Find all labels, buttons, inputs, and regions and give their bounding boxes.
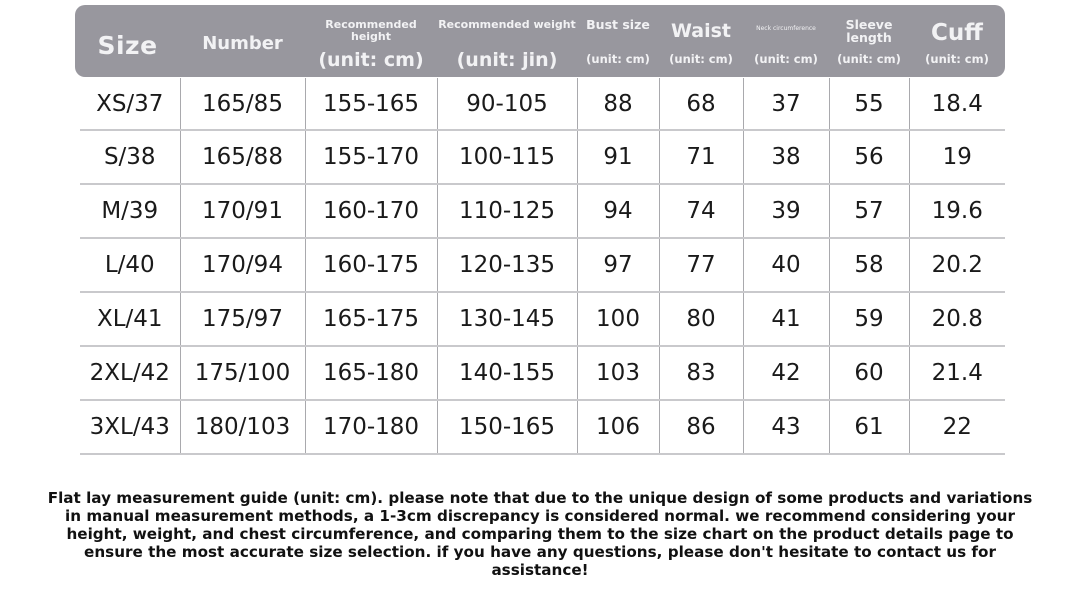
cell-cuff: 20.2 [909, 238, 1005, 292]
cell-size: L/40 [80, 238, 180, 292]
cell-sleeve: 59 [829, 292, 909, 346]
size-chart-table [80, 78, 1005, 455]
header-size-title: Size [97, 31, 158, 60]
cell-cuff: 19.6 [909, 184, 1005, 238]
cell-cuff: 21.4 [909, 346, 1005, 400]
cell-cuff: 18.4 [909, 78, 1005, 130]
header-height-title: Recommended height [325, 18, 417, 43]
table-row [80, 292, 1005, 346]
header-bust-title: Bust size [586, 17, 650, 32]
header-waist [659, 5, 743, 77]
table-row [80, 238, 1005, 292]
header-cuff-title: Cuff [931, 20, 983, 46]
cell-size: 3XL/43 [80, 400, 180, 454]
cell-number: 175/100 [180, 346, 305, 400]
cell-bust: 97 [577, 238, 659, 292]
cell-size: 2XL/42 [80, 346, 180, 400]
cell-size: XL/41 [80, 292, 180, 346]
cell-waist: 86 [659, 400, 743, 454]
table-row [80, 78, 1005, 130]
table-row [80, 346, 1005, 400]
cell-neck: 37 [743, 78, 829, 130]
cell-bust: 103 [577, 346, 659, 400]
header-sleeve-title: Sleeve length [845, 17, 893, 45]
cell-weight: 100-115 [437, 130, 577, 184]
cell-sleeve: 61 [829, 400, 909, 454]
cell-neck: 42 [743, 346, 829, 400]
cell-height: 160-175 [305, 238, 437, 292]
cell-bust: 88 [577, 78, 659, 130]
header-neck [743, 5, 829, 77]
cell-number: 170/91 [180, 184, 305, 238]
cell-number: 175/97 [180, 292, 305, 346]
header-waist-unit: (unit: cm) [669, 52, 733, 66]
header-recommended-weight [437, 5, 577, 77]
cell-weight: 130-145 [437, 292, 577, 346]
cell-sleeve: 56 [829, 130, 909, 184]
cell-waist: 74 [659, 184, 743, 238]
cell-cuff: 22 [909, 400, 1005, 454]
header-height-unit: (unit: cm) [318, 49, 424, 71]
cell-weight: 90-105 [437, 78, 577, 130]
cell-size: S/38 [80, 130, 180, 184]
cell-height: 165-175 [305, 292, 437, 346]
cell-sleeve: 57 [829, 184, 909, 238]
header-bust [577, 5, 659, 77]
table-row [80, 400, 1005, 454]
cell-neck: 41 [743, 292, 829, 346]
cell-cuff: 20.8 [909, 292, 1005, 346]
measurement-note: Flat lay measurement guide (unit: cm). please note that due to the unique design of some products and variations in manual measurement methods, a 1-3cm discrepancy is considered normal. we recommend considering your height, weight, and chest circumference, and comparing them to the size chart on the product details page to ensure the most accurate size selection. if you have any questions, please don't hesitate to contact us for assistance! [47, 489, 1033, 579]
cell-number: 165/88 [180, 130, 305, 184]
cell-weight: 110-125 [437, 184, 577, 238]
cell-height: 160-170 [305, 184, 437, 238]
cell-cuff: 19 [909, 130, 1005, 184]
header-weight-unit: (unit: jin) [456, 49, 558, 71]
cell-height: 170-180 [305, 400, 437, 454]
cell-number: 165/85 [180, 78, 305, 130]
cell-waist: 80 [659, 292, 743, 346]
cell-weight: 140-155 [437, 346, 577, 400]
cell-neck: 43 [743, 400, 829, 454]
cell-waist: 68 [659, 78, 743, 130]
header-bust-unit: (unit: cm) [586, 52, 650, 66]
cell-weight: 120-135 [437, 238, 577, 292]
header-neck-unit: (unit: cm) [754, 52, 818, 66]
table-row [80, 130, 1005, 184]
cell-neck: 38 [743, 130, 829, 184]
cell-sleeve: 60 [829, 346, 909, 400]
cell-number: 170/94 [180, 238, 305, 292]
header-neck-title: Neck circumference [756, 25, 816, 32]
header-cuff [909, 5, 1005, 77]
size-chart-header [75, 5, 1005, 77]
cell-neck: 39 [743, 184, 829, 238]
cell-height: 155-170 [305, 130, 437, 184]
cell-sleeve: 55 [829, 78, 909, 130]
cell-weight: 150-165 [437, 400, 577, 454]
header-size [75, 5, 180, 77]
cell-sleeve: 58 [829, 238, 909, 292]
cell-height: 165-180 [305, 346, 437, 400]
header-recommended-height [305, 5, 437, 77]
header-sleeve [829, 5, 909, 77]
header-number-title: Number [202, 33, 283, 54]
table-row [80, 184, 1005, 238]
cell-neck: 40 [743, 238, 829, 292]
cell-height: 155-165 [305, 78, 437, 130]
cell-bust: 106 [577, 400, 659, 454]
cell-waist: 77 [659, 238, 743, 292]
header-number [180, 5, 305, 77]
cell-waist: 71 [659, 130, 743, 184]
cell-size: M/39 [80, 184, 180, 238]
cell-number: 180/103 [180, 400, 305, 454]
header-weight-title: Recommended weight [438, 18, 576, 31]
header-cuff-unit: (unit: cm) [925, 52, 989, 66]
header-waist-title: Waist [670, 20, 731, 42]
cell-bust: 94 [577, 184, 659, 238]
cell-bust: 91 [577, 130, 659, 184]
cell-waist: 83 [659, 346, 743, 400]
header-sleeve-unit: (unit: cm) [837, 52, 901, 66]
cell-bust: 100 [577, 292, 659, 346]
cell-size: XS/37 [80, 78, 180, 130]
